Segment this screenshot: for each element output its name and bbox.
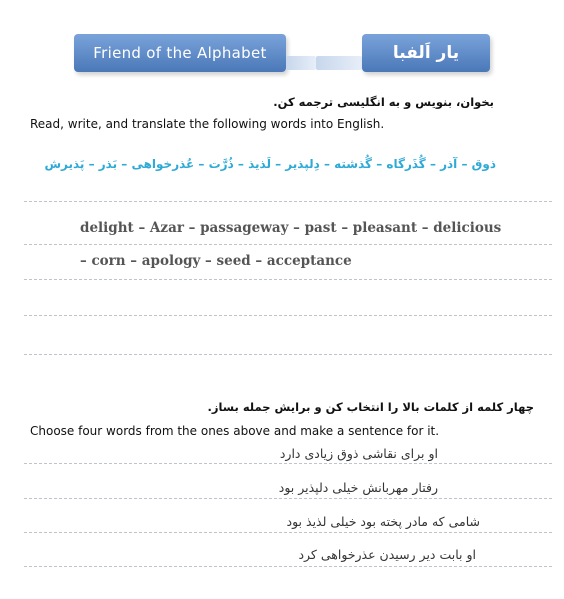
title-banner-english: [74, 34, 286, 72]
writing-line: [24, 279, 552, 280]
writing-line: [24, 498, 552, 499]
exercise1-instruction-english: Read, write, and translate the following words into English.: [30, 117, 385, 131]
writing-line: [24, 566, 552, 567]
writing-line: [24, 463, 552, 464]
exercise1-instruction-persian: بخوان، بنویس و به انگلیسی ترجمه کن.: [273, 95, 494, 109]
persian-word-list: ذوق – آذر – گُذَرگاه – گُذشته – دِلپذیر – لَذیذ – ذُرَّت – عُذرخواهی – بَذر – پَذیرش: [44, 157, 496, 171]
sentence-4: او بابت دیر رسیدن عذرخواهی کرد: [298, 547, 476, 562]
sentence-2: رفتار مهربانش خیلی دلپذیر بود: [278, 480, 438, 495]
writing-line: [24, 354, 552, 355]
sentence-3: شامی که مادر پخته بود خیلی لذیذ بود: [286, 514, 480, 529]
title-persian: یار اَلفبا: [392, 43, 460, 63]
title-english: Friend of the Alphabet: [93, 44, 267, 62]
writing-line: [24, 244, 552, 245]
writing-line: [24, 201, 552, 202]
banner-ribbon-right: [316, 56, 362, 70]
banner-ribbon-left: [286, 56, 316, 70]
writing-line: [24, 315, 552, 316]
exercise2-instruction-persian: چهار کلمه از کلمات بالا را انتخاب کن و برایش جمله بساز.: [207, 400, 534, 414]
translation-line-1: delight – Azar – passageway – past – pleasant – delicious: [80, 220, 502, 236]
translation-line-2: – corn – apology – seed – acceptance: [80, 253, 352, 269]
sentence-1: او برای نقاشی ذوق زیادی دارد: [279, 446, 438, 461]
exercise2-instruction-english: Choose four words from the ones above and make a sentence for it.: [30, 424, 440, 438]
writing-line: [24, 532, 552, 533]
title-banner-persian: [362, 34, 490, 72]
